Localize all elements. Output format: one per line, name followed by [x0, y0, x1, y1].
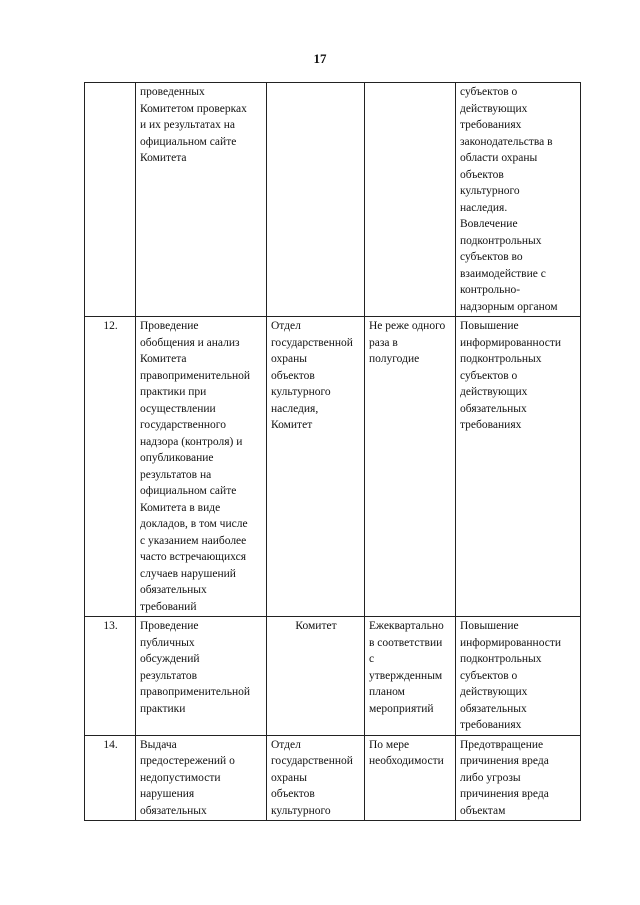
cell-text-line: Комитета в виде	[140, 501, 221, 514]
cell-text-line: предостережений о	[140, 755, 235, 767]
cell-text-line: требованиях	[460, 419, 522, 431]
cell-text-line: культурного	[271, 386, 331, 398]
cell-text-line: государственной	[271, 755, 353, 767]
row-number-cell: 12.	[85, 317, 136, 617]
cell-text-line: Проведение	[140, 620, 199, 632]
cell-text-line: требований	[140, 600, 197, 613]
cell-text-line: мероприятий	[369, 702, 434, 715]
period-cell	[365, 83, 456, 317]
cell-text-line: часто встречающихся	[140, 551, 246, 563]
cell-text-line: публичных	[140, 636, 195, 649]
period-cell	[365, 735, 456, 821]
cell-text-line: субъектов о	[460, 369, 518, 382]
cell-text-line: и их результатах на	[140, 119, 236, 131]
cell-text-line: Комитета	[140, 353, 187, 365]
cell-text-line: Вовлечение	[460, 218, 518, 230]
result-cell	[456, 317, 581, 617]
cell-text-line: информированности	[460, 336, 562, 349]
cell-text-line: причинения вреда	[460, 755, 549, 767]
cell-text-line: государственной	[271, 336, 353, 349]
cell-text-line: действующих	[460, 386, 528, 398]
cell-text-line: подконтрольных	[460, 353, 542, 365]
responsible-cell	[267, 317, 365, 617]
page-number: 17	[313, 51, 327, 66]
cell-text-line: надзора (контроля) и	[140, 435, 243, 448]
result-cell	[456, 617, 581, 736]
cell-text-line: действующих	[460, 102, 528, 115]
measures-table	[84, 82, 581, 821]
responsible-cell	[267, 83, 365, 317]
cell-text-line: либо угрозы	[460, 771, 521, 784]
cell-text-line: объектов	[271, 788, 315, 800]
cell-text-line: субъектов о	[460, 669, 518, 682]
table-row	[85, 317, 581, 617]
cell-text-line: проведенных	[140, 86, 205, 98]
cell-text-line: результатов	[140, 669, 198, 682]
cell-text-line: недопустимости	[140, 771, 221, 784]
cell-text-line: По мере	[369, 738, 410, 751]
cell-text-line: требованиях	[460, 119, 522, 131]
cell-text-line: субъектов во	[460, 251, 523, 263]
cell-text-line: правоприменительной	[140, 369, 251, 382]
cell-text-line: контрольно-	[460, 284, 521, 296]
cell-text-line: обобщения и анализ	[140, 336, 240, 349]
cell-text-line: причинения вреда	[460, 788, 549, 800]
cell-text-line: докладов, в том числе	[140, 518, 248, 530]
row-number-cell: 14.	[85, 735, 136, 821]
cell-text-line: наследия.	[460, 201, 508, 214]
cell-text-line: объектам	[460, 804, 506, 817]
row-number-cell: 13.	[85, 617, 136, 736]
row-number-cell	[85, 83, 136, 317]
event-cell	[136, 317, 267, 617]
cell-text-line: с указанием наиболее	[140, 534, 247, 547]
cell-text-line: обязательных	[460, 702, 527, 715]
cell-text-line: Не реже одного	[369, 320, 446, 332]
cell-text-line: объектов	[271, 369, 315, 382]
cell-text-line: Комитет	[295, 620, 337, 632]
cell-text-line: нарушения	[140, 788, 195, 800]
cell-text-line: культурного	[271, 804, 331, 817]
cell-text-line: раза в	[369, 336, 398, 349]
cell-text-line: практики	[140, 702, 186, 715]
cell-text-line: обсуждений	[140, 653, 200, 665]
period-cell	[365, 317, 456, 617]
table-row	[85, 617, 581, 736]
cell-text-line: необходимости	[369, 755, 444, 767]
cell-text-line: обязательных	[460, 402, 527, 415]
cell-text-line: официальном сайте	[140, 485, 237, 497]
cell-text-line: обязательных	[140, 584, 207, 596]
cell-text-line: утвержденным	[369, 669, 443, 682]
cell-text-line: законодательства в	[460, 135, 553, 148]
cell-text-line: официальном сайте	[140, 135, 237, 148]
cell-text-line: надзорным органом	[460, 300, 558, 313]
cell-text-line: действующих	[460, 686, 528, 698]
cell-text-line: Выдача	[140, 738, 177, 751]
cell-text-line: Ежеквартально	[369, 620, 444, 632]
cell-text-line: взаимодействие с	[460, 267, 546, 280]
cell-text-line: Проведение	[140, 320, 199, 332]
cell-text-line: в соответствии	[369, 636, 443, 649]
cell-text-line: опубликование	[140, 452, 214, 464]
table-row	[85, 735, 581, 821]
cell-text-line: Комитета	[140, 152, 187, 164]
responsible-cell	[267, 735, 365, 821]
event-cell	[136, 83, 267, 317]
cell-text-line: правоприменительной	[140, 686, 251, 698]
cell-text-line: планом	[369, 686, 405, 698]
cell-text-line: субъектов о	[460, 86, 518, 98]
cell-text-line: Отдел	[271, 738, 301, 751]
cell-text-line: с	[369, 653, 375, 665]
cell-text-line: Повышение	[460, 320, 519, 332]
cell-text-line: практики при	[140, 386, 207, 398]
result-cell	[456, 83, 581, 317]
cell-text-line: обязательных	[140, 804, 207, 817]
event-cell	[136, 735, 267, 821]
cell-text-line: Предотвращение	[460, 738, 544, 751]
cell-text-line: объектов	[460, 168, 504, 181]
cell-text-line: информированности	[460, 636, 562, 649]
cell-text-line: государственного	[140, 419, 226, 431]
cell-text-line: охраны	[271, 353, 307, 365]
cell-text-line: осуществлении	[140, 402, 216, 415]
cell-text-line: результатов на	[140, 468, 212, 481]
cell-text-line: области охраны	[460, 152, 538, 164]
cell-text-line: Отдел	[271, 320, 301, 332]
cell-text-line: Повышение	[460, 620, 519, 632]
cell-text-line: подконтрольных	[460, 653, 542, 665]
table-row	[85, 83, 581, 317]
cell-text-line: требованиях	[460, 719, 522, 731]
cell-text-line: Комитет	[271, 419, 313, 431]
cell-text-line: культурного	[460, 185, 520, 197]
cell-text-line: Комитетом проверках	[140, 102, 247, 115]
period-cell	[365, 617, 456, 736]
cell-text-line: охраны	[271, 771, 307, 784]
cell-text-line: случаев нарушений	[140, 567, 236, 580]
cell-text-line: наследия,	[271, 402, 319, 415]
cell-text-line: полугодие	[369, 353, 420, 365]
event-cell	[136, 617, 267, 736]
cell-text-line: подконтрольных	[460, 234, 542, 247]
responsible-cell	[267, 617, 365, 736]
result-cell	[456, 735, 581, 821]
